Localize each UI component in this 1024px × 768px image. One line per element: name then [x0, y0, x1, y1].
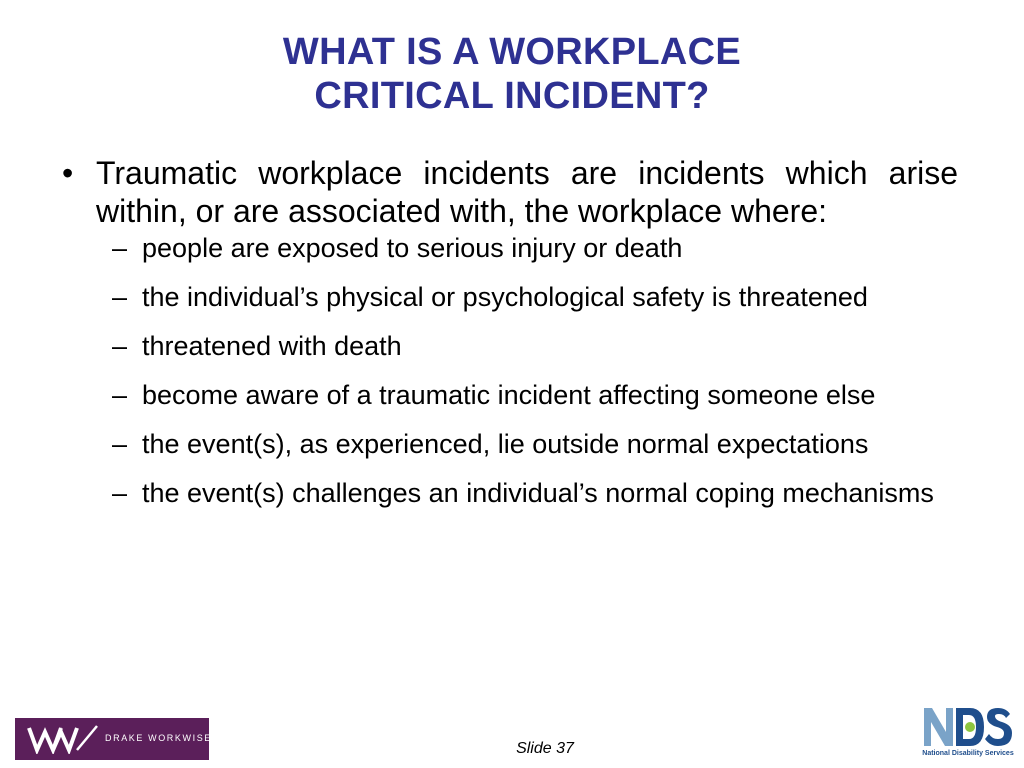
sub-bullet-item: [62, 281, 958, 313]
sub-bullet-text: the individual’s physical or psychological safety is threatened: [142, 282, 868, 312]
nds-letters-icon: [920, 702, 1016, 750]
sub-bullet-text: threatened with death: [142, 331, 402, 361]
sub-bullet-item: [62, 330, 958, 362]
dash-marker: –: [112, 478, 128, 508]
sub-bullet-text: become aware of a traumatic incident affecting someone else: [142, 380, 876, 410]
sub-bullet-item: [62, 232, 958, 264]
slide-body: [62, 154, 958, 526]
dash-marker: –: [112, 233, 128, 263]
sub-bullet-item: [62, 428, 958, 460]
drake-w-mark-icon: [27, 724, 99, 754]
dash-marker: –: [112, 331, 128, 361]
main-bullet-text: Traumatic workplace incidents are incidents which arise within, or are associated with, the workplace where:: [96, 155, 958, 229]
dash-marker: –: [112, 429, 128, 459]
main-bullet: [62, 154, 958, 230]
sub-bullet-text: the event(s) challenges an individual’s normal coping mechanisms: [142, 478, 934, 508]
nds-logo: [920, 702, 1016, 764]
drake-workwise-wordmark: DRAKE WORKWISE: [105, 733, 212, 743]
dash-marker: –: [112, 380, 128, 410]
slide-number: Slide 37: [516, 740, 574, 757]
slide-title-line-1: WHAT IS A WORKPLACE: [282, 31, 742, 73]
sub-bullet-text: the event(s), as experienced, lie outside normal expectations: [142, 429, 869, 459]
nds-caption: National Disability Services: [922, 750, 1014, 757]
dash-marker: –: [112, 282, 128, 312]
bullet-marker: •: [62, 155, 74, 191]
slide-title: [0, 30, 1024, 118]
sub-bullet-text: people are exposed to serious injury or death: [142, 233, 683, 263]
sub-bullet-item: [62, 379, 958, 411]
drake-workwise-logo: [15, 718, 212, 760]
sub-bullet-list: [62, 232, 958, 509]
sub-bullet-item: [62, 477, 958, 509]
slide-title-line-2: CRITICAL INCIDENT?: [314, 75, 710, 117]
